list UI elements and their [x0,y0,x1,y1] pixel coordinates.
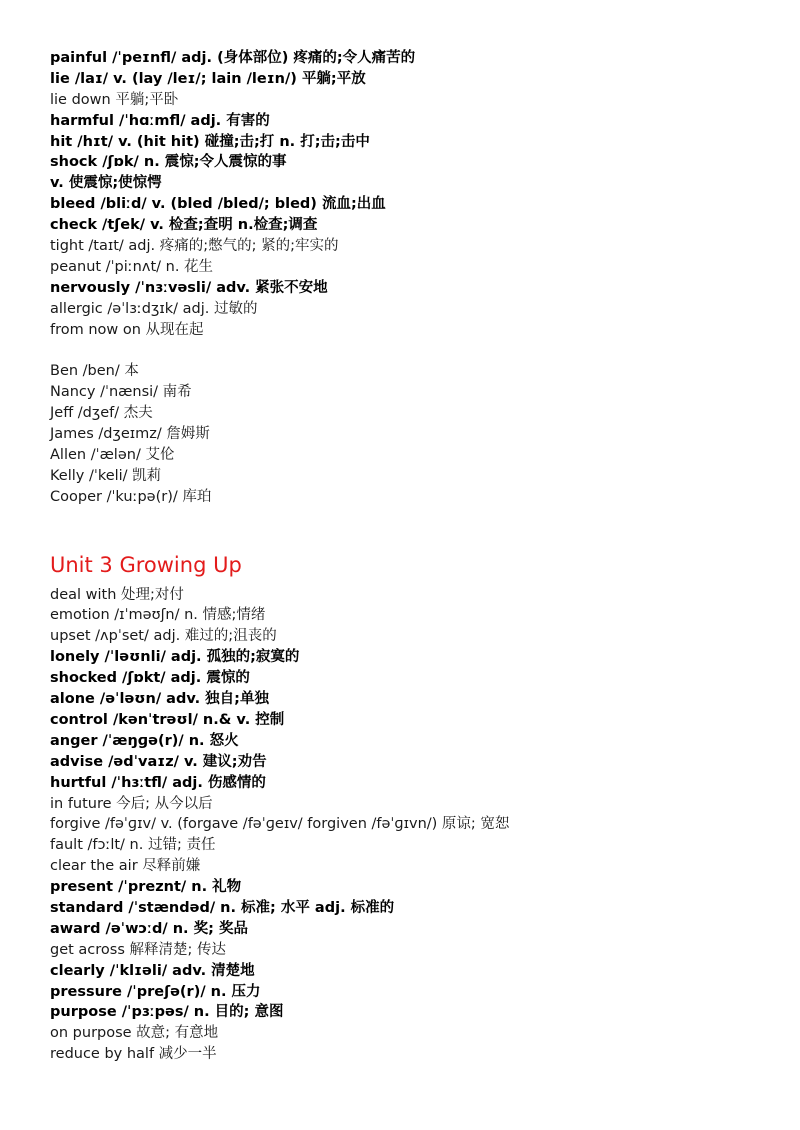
name-entry: Jeff /dʒef/ 杰夫 [50,405,153,422]
vocab-entry: standard /ˈstændəd/ n. 标准; 水平 adj. 标准的 [50,899,395,916]
vocab-entry: reduce by half 减少一半 [50,1046,217,1063]
spacer [50,508,770,551]
vocab-entry: check /tʃek/ v. 检查;查明 n.检查;调查 [50,217,318,234]
vocab-entry: pressure /ˈpreʃə(r)/ n. 压力 [50,983,261,1000]
name-entry: James /dʒeɪmz/ 詹姆斯 [50,426,210,443]
vocab-entry: painful /ˈpeɪnfl/ adj. (身体部位) 疼痛的;令人痛苦的 [50,50,416,66]
vocab-entry: present /ˈpreznt/ n. 礼物 [50,879,242,896]
vocabulary-list-section [50,48,770,340]
vocab-entry: hurtful /ˈhɜːtfl/ adj. 伤感情的 [50,774,266,791]
vocab-entry: get across 解释清楚; 传达 [50,941,227,958]
vocab-entry: deal with 处理;对付 [50,586,184,603]
name-entry: Cooper /ˈkuːpə(r)/ 库珀 [50,488,212,505]
unit-heading: Unit 3 Growing Up [50,552,242,577]
vocab-entry: from now on 从现在起 [50,321,204,338]
vocab-entry: upset /ʌpˈset/ adj. 难过的;沮丧的 [50,628,277,645]
vocab-entry: clearly /ˈklɪəli/ adv. 清楚地 [50,962,255,979]
vocab-entry: lie /laɪ/ v. (lay /leɪ/; lain /leɪn/) 平躺;平放 [50,70,366,87]
name-entry: Allen /ˈælən/ 艾伦 [50,446,175,463]
vocab-entry: lie down 平躺;平卧 [50,91,179,108]
vocab-entry: advise /ədˈvaɪz/ v. 建议;劝告 [50,753,267,770]
names-list [50,361,770,507]
vocabulary-page [50,48,770,1065]
vocab-entry: nervously /ˈnɜːvəsli/ adv. 紧张不安地 [50,279,328,296]
vocab-entry: award /əˈwɔːd/ n. 奖; 奖品 [50,920,248,937]
vocab-entry: anger /ˈæŋɡə(r)/ n. 怒火 [50,732,239,749]
vocab-entry: harmful /ˈhɑːmfl/ adj. 有害的 [50,112,270,129]
vocab-entry: hit /hɪt/ v. (hit hit) 碰撞;击;打 n. 打;击;击中 [50,133,370,150]
spacer [50,340,770,361]
vocab-entry: fault /fɔːlt/ n. 过错; 责任 [50,837,216,854]
name-entry: Ben /ben/ 本 [50,363,139,380]
vocab-entry: in future 今后; 从今以后 [50,795,213,812]
vocab-entry: on purpose 故意; 有意地 [50,1025,219,1042]
vocab-entry: emotion /ɪˈməʊʃn/ n. 情感;情绪 [50,607,266,624]
unit3-vocabulary-list [50,585,770,1065]
vocab-entry: tight /taɪt/ adj. 疼痛的;憋气的; 紧的;牢实的 [50,238,339,255]
vocab-entry: forgive /fəˈɡɪv/ v. (forgave /fəˈɡeɪv/ forgiven /fəˈɡɪvn/) 原谅; 宽恕 [50,816,510,833]
vocab-entry: bleed /bliːd/ v. (bled /bled/; bled) 流血;出血 [50,196,386,213]
vocab-entry: control /kənˈtrəʊl/ n.& v. 控制 [50,711,285,728]
vocab-entry: clear the air 尽释前嫌 [50,858,201,875]
name-entry: Nancy /ˈnænsi/ 南希 [50,384,192,401]
vocab-entry: peanut /ˈpiːnʌt/ n. 花生 [50,258,214,275]
name-entry: Kelly /ˈkeli/ 凯莉 [50,467,162,484]
vocab-entry: lonely /ˈləʊnli/ adj. 孤独的;寂寞的 [50,649,300,666]
vocab-entry: v. 使震惊;使惊愕 [50,175,162,192]
vocab-entry: shocked /ʃɒkt/ adj. 震惊的 [50,670,250,687]
vocab-entry: allergic /əˈlɜːdʒɪk/ adj. 过敏的 [50,300,258,317]
vocab-entry: shock /ʃɒk/ n. 震惊;令人震惊的事 [50,154,287,171]
vocab-entry: purpose /ˈpɜːpəs/ n. 目的; 意图 [50,1004,284,1021]
vocab-entry: alone /əˈləʊn/ adv. 独自;单独 [50,691,269,708]
